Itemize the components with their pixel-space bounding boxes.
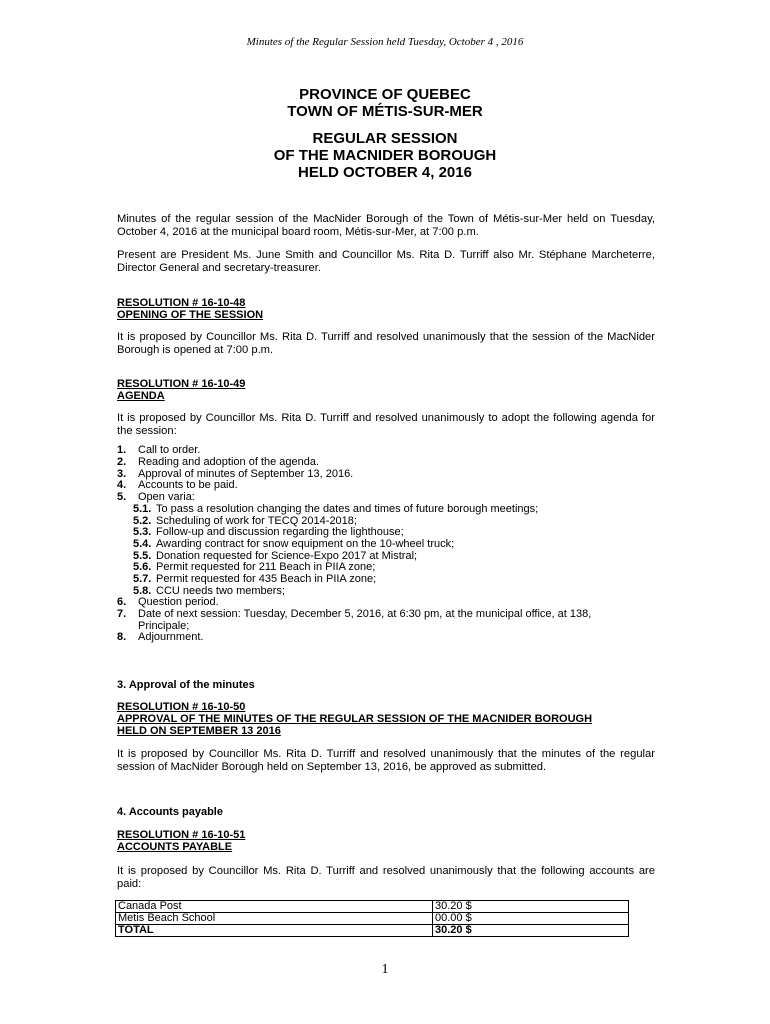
- resolution-48-number: RESOLUTION # 16-10-48: [117, 297, 246, 309]
- agenda-subitem: 5.2. Scheduling of work for TECQ 2014-2018;: [133, 515, 357, 527]
- resolution-50-number: RESOLUTION # 16-10-50: [117, 701, 246, 713]
- agenda-subitem: 5.5. Donation requested for Science-Expo 2017 at Mistral;: [133, 550, 418, 562]
- total-amount: 30.20 $: [433, 925, 629, 937]
- resolution-50-text: It is proposed by Councillor Ms. Rita D. Turriff and resolved unanimously that the minutes of the regular session of MacNider Borough held on September 13, 2016, be approved as submitted.: [117, 748, 655, 773]
- present-paragraph: Present are President Ms. June Smith and Councillor Ms. Rita D. Turriff also Mr. Stéphane Marcheterre, Director General and secretary-treasurer.: [117, 249, 655, 274]
- title-province: PROVINCE OF QUEBEC: [299, 86, 471, 103]
- agenda-subitem: 5.6. Permit requested for 211 Beach in PIIA zone;: [133, 561, 376, 573]
- agenda-item: 1. Call to order.: [117, 444, 201, 456]
- account-amount: 30.20 $: [433, 901, 629, 913]
- agenda-item: 7. Date of next session: Tuesday, December 5, 2016, at 6:30 pm, at the municipal office, at 138,: [117, 608, 592, 620]
- page-header: Minutes of the Regular Session held Tuesday, October 4 , 2016: [246, 36, 524, 48]
- table-row: [116, 901, 629, 913]
- agenda-item: 2. Reading and adoption of the agenda.: [117, 456, 320, 468]
- agenda-item: 3. Approval of minutes of September 13, 2016.: [117, 468, 354, 480]
- agenda-subitem: 5.7. Permit requested for 435 Beach in PIIA zone;: [133, 573, 377, 585]
- accounts-table: [115, 900, 629, 937]
- section-3-heading: 3. Approval of the minutes: [117, 679, 255, 691]
- account-name: Metis Beach School: [116, 913, 433, 925]
- agenda-subitem: 5.4. Awarding contract for snow equipment on the 10-wheel truck;: [133, 538, 455, 550]
- title-date: HELD OCTOBER 4, 2016: [298, 164, 472, 181]
- resolution-51-number: RESOLUTION # 16-10-51: [117, 829, 246, 841]
- section-4-heading: 4. Accounts payable: [117, 806, 223, 818]
- agenda-item-continued: Principale;: [138, 620, 190, 632]
- resolution-49-number: RESOLUTION # 16-10-49: [117, 378, 246, 390]
- table-row: [116, 913, 629, 925]
- resolution-49-title: AGENDA: [117, 390, 165, 402]
- account-amount: 00.00 $: [433, 913, 629, 925]
- table-row-total: [116, 925, 629, 937]
- resolution-51-text: It is proposed by Councillor Ms. Rita D. Turriff and resolved unanimously that the following accounts are paid:: [117, 865, 655, 890]
- agenda-item: 5. Open varia:: [117, 491, 195, 503]
- title-borough: OF THE MACNIDER BOROUGH: [273, 147, 497, 164]
- total-label: TOTAL: [116, 925, 433, 937]
- agenda-subitem: 5.8. CCU needs two members;: [133, 585, 285, 597]
- agenda-subitem: 5.1. To pass a resolution changing the dates and times of future borough meetings;: [133, 503, 539, 515]
- intro-paragraph: Minutes of the regular session of the MacNider Borough of the Town of Métis-sur-Mer held on Tuesday, October 4, 2016 at the municipal board room, Métis-sur-Mer, at 7:00 p.m.: [117, 213, 655, 238]
- resolution-50-title: APPROVAL OF THE MINUTES OF THE REGULAR SESSION OF THE MACNIDER BOROUGH: [117, 713, 593, 725]
- resolution-50-title-cont: HELD ON SEPTEMBER 13 2016: [117, 725, 281, 737]
- agenda-subitem: 5.3. Follow-up and discussion regarding the lighthouse;: [133, 526, 404, 538]
- resolution-49-text: It is proposed by Councillor Ms. Rita D. Turriff and resolved unanimously to adopt the following agenda for the session:: [117, 412, 655, 437]
- resolution-48-title: OPENING OF THE SESSION: [117, 309, 264, 321]
- account-name: Canada Post: [116, 901, 433, 913]
- title-session: REGULAR SESSION: [312, 130, 458, 147]
- agenda-item: 8. Adjournment.: [117, 631, 204, 643]
- agenda-item: 4. Accounts to be paid.: [117, 479, 238, 491]
- agenda-item: 6. Question period.: [117, 596, 219, 608]
- page-number: 1: [381, 962, 389, 977]
- resolution-48-text: It is proposed by Councillor Ms. Rita D. Turriff and resolved unanimously that the session of the MacNider Borough is opened at 7:00 p.m.: [117, 331, 655, 356]
- resolution-51-title: ACCOUNTS PAYABLE: [117, 841, 233, 853]
- title-town: TOWN OF MÉTIS-SUR-MER: [287, 103, 483, 120]
